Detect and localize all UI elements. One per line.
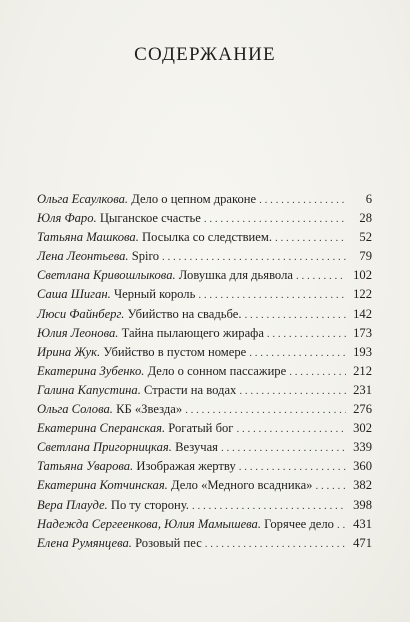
toc-page-number: 231 <box>353 382 372 397</box>
toc-entry <box>37 209 372 228</box>
toc-title: Цыганское счастье <box>99 211 201 226</box>
toc-entry <box>37 266 372 285</box>
toc-entry <box>37 381 372 400</box>
toc-title: Spiro <box>131 249 160 264</box>
leader-dots <box>259 191 346 210</box>
toc-entry <box>37 285 372 304</box>
toc-page-number: 360 <box>353 459 372 474</box>
toc-author: Светлана Кривошлыкова. <box>37 268 176 283</box>
leader-dots <box>162 248 346 267</box>
toc-title: Тайна пылающего жирафа <box>121 325 264 340</box>
toc-entry <box>37 457 372 476</box>
toc-page-number: 102 <box>353 268 372 283</box>
toc-entry <box>37 324 372 343</box>
toc-page-number: 302 <box>353 421 372 436</box>
toc-author: Люси Файнберг. <box>37 306 125 321</box>
toc-page-number: 212 <box>353 363 372 378</box>
toc-entry <box>37 419 372 438</box>
toc-title: Страсти на водах <box>144 382 237 397</box>
toc-page-number: 122 <box>353 287 372 302</box>
leader-dots <box>315 477 346 496</box>
toc-entry <box>37 496 372 515</box>
toc-author: Татьяна Уварова. <box>37 459 134 474</box>
leader-dots <box>337 516 346 535</box>
toc-title: Убийство в пустом номере <box>103 344 247 359</box>
toc-author: Вера Плауде. <box>37 497 108 512</box>
leader-dots <box>192 497 346 516</box>
toc-title: КБ «Звезда» <box>116 402 183 417</box>
leader-dots <box>204 210 346 229</box>
toc-author: Светлана Пригорницкая. <box>37 440 172 455</box>
toc-page-number: 339 <box>353 440 372 455</box>
leader-dots <box>205 535 346 554</box>
toc-title: Дело о сонном пассажире <box>147 363 287 378</box>
toc-title: Рогатый бог <box>168 421 234 436</box>
leader-dots <box>245 306 346 325</box>
toc-entry <box>37 247 372 266</box>
leader-dots <box>267 325 346 344</box>
toc-entry <box>37 190 372 209</box>
leader-dots <box>236 420 346 439</box>
toc-author: Екатерина Зубенко. <box>37 363 145 378</box>
toc-page-number: 79 <box>359 249 372 264</box>
toc-page-number: 28 <box>359 211 372 226</box>
toc-page-number: 398 <box>353 497 372 512</box>
toc-title: Розовый пес <box>135 535 202 550</box>
toc-page-number: 382 <box>353 478 372 493</box>
toc-page-number: 276 <box>353 402 372 417</box>
leader-dots <box>296 267 346 286</box>
toc-page-number: 431 <box>353 516 372 531</box>
toc-author: Надежда Сергеенкова, Юлия Мамышева. <box>37 516 262 531</box>
leader-dots <box>249 344 346 363</box>
leader-dots <box>239 382 346 401</box>
toc-title: Изображая жертву <box>136 459 236 474</box>
toc-title: Горячее дело <box>264 516 334 531</box>
toc-author: Юлия Леонова. <box>37 325 119 340</box>
toc-author: Екатерина Котчинская. <box>37 478 168 493</box>
toc-title: Черный король <box>113 287 196 302</box>
table-of-contents <box>37 190 372 553</box>
toc-title: Посылка со следствием. <box>142 230 272 245</box>
toc-entry <box>37 305 372 324</box>
toc-author: Татьяна Машкова. <box>37 230 139 245</box>
toc-page-number: 142 <box>353 306 372 321</box>
toc-entry <box>37 400 372 419</box>
toc-page-number: 193 <box>353 344 372 359</box>
toc-author: Галина Капустина. <box>37 382 141 397</box>
toc-entry <box>37 438 372 457</box>
toc-page-number: 173 <box>353 325 372 340</box>
toc-author: Екатерина Сперанская. <box>37 421 166 436</box>
toc-page-number: 471 <box>353 535 372 550</box>
leader-dots <box>275 229 346 248</box>
toc-author: Елена Румянцева. <box>37 535 132 550</box>
toc-title: Ловушка для дьявола <box>178 268 293 283</box>
toc-title: Дело о цепном драконе <box>131 192 257 206</box>
leader-dots <box>239 458 346 477</box>
toc-title: По ту сторону. <box>110 497 189 512</box>
toc-entry <box>37 534 372 553</box>
toc-author: Ольга Солова. <box>37 402 113 417</box>
toc-author: Юля Фаро. <box>37 211 97 226</box>
leader-dots <box>185 401 346 420</box>
leader-dots <box>289 363 346 382</box>
toc-title: Дело «Медного всадника» <box>171 478 313 493</box>
toc-entry <box>37 362 372 381</box>
toc-author: Ирина Жук. <box>37 344 101 359</box>
toc-entry <box>37 228 372 247</box>
leader-dots <box>221 439 346 458</box>
toc-title: Убийство на свадьбе. <box>127 306 242 321</box>
page-title: СОДЕРЖАНИЕ <box>134 44 276 65</box>
toc-page-number: 52 <box>359 230 372 245</box>
toc-title: Везучая <box>175 440 218 455</box>
toc-page-number: 6 <box>365 192 372 206</box>
toc-entry <box>37 476 372 495</box>
leader-dots <box>198 286 346 305</box>
toc-author: Саша Шиган. <box>37 287 111 302</box>
toc-author: Ольга Есаулкова. <box>37 192 129 206</box>
toc-author: Лена Леонтьева. <box>37 249 129 264</box>
toc-entry <box>37 515 372 534</box>
toc-entry <box>37 343 372 362</box>
